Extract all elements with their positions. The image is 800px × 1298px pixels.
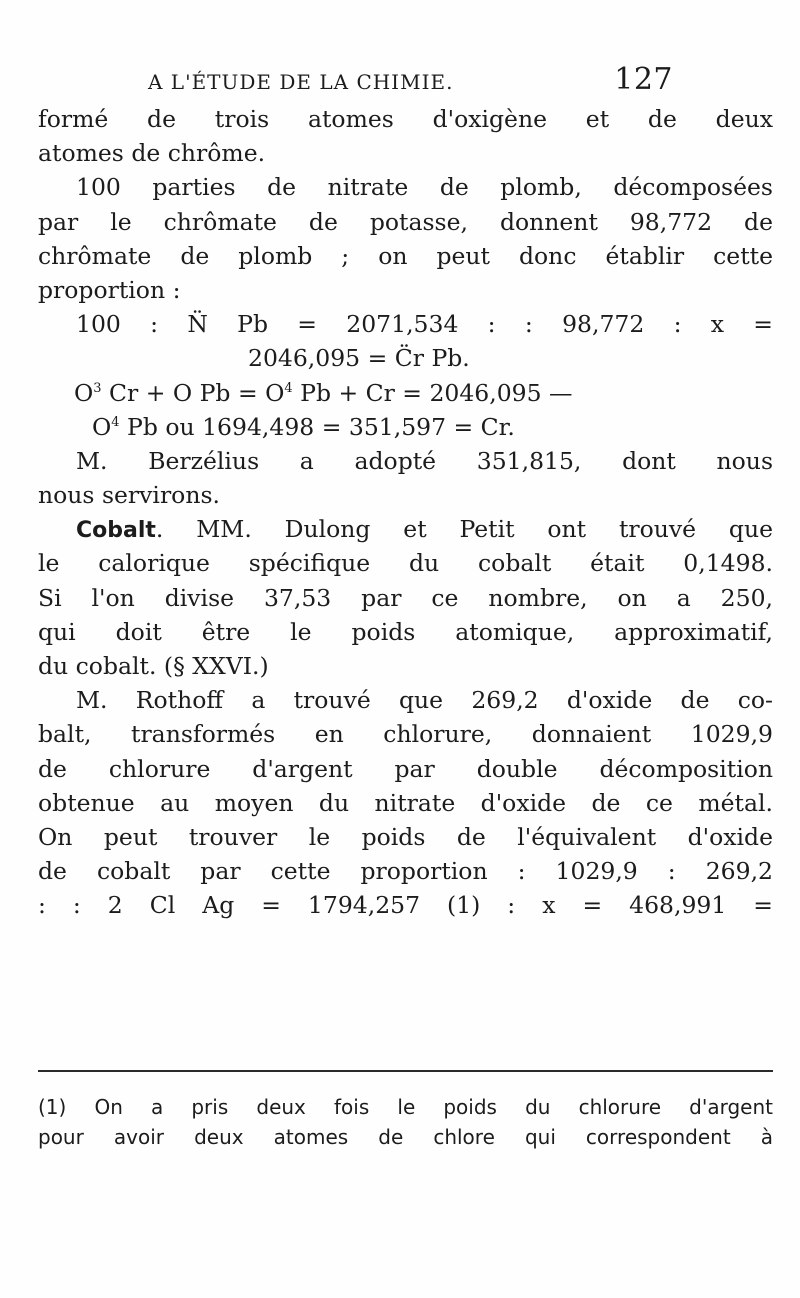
section-heading-cobalt: Cobalt [76, 518, 156, 544]
running-title: A L'ÉTUDE DE LA CHIMIE. [148, 70, 454, 94]
running-header [148, 62, 673, 102]
superscript: 4 [111, 414, 120, 430]
text-line: proportion : [38, 275, 181, 304]
body-text [38, 102, 773, 923]
superscript: 4 [284, 380, 293, 396]
text-line [38, 512, 773, 546]
formula-part: O [92, 412, 112, 441]
footnote-line: (1) On a pris deux fois le poids du chlorure d'argent [38, 1095, 773, 1119]
text-line: par le chrômate de potasse, donnent 98,772 de [38, 207, 773, 236]
text-line: obtenue au moyen du nitrate d'oxide de ce métal. [38, 788, 773, 817]
formula-part: Pb + Cr = 2046,095 — [292, 378, 573, 407]
text-line: : : 2 Cl Ag = 1794,257 (1) : x = 468,991 = [38, 891, 773, 920]
text-line: le calorique spécifique du cobalt était 0,1498. [38, 549, 773, 578]
text-line: 100 parties de nitrate de plomb, décomposées [76, 173, 773, 202]
formula-part: O [74, 378, 94, 407]
formula-line [38, 376, 773, 410]
footnote-line: pour avoir deux atomes de chlore qui correspondent à [38, 1125, 773, 1149]
formula-line: 100 : N̈ Pb = 2071,534 : : 98,772 : x = [76, 310, 773, 339]
text-line: nous servirons. [38, 481, 220, 510]
text-line: balt, transformés en chlorure, donnaient 1029,9 [38, 720, 773, 749]
text-segment: . MM. Dulong et Petit ont trouvé que [155, 515, 773, 544]
text-line: chrômate de plomb ; on peut donc établir cette [38, 241, 773, 270]
footnote [38, 1092, 773, 1152]
text-line: du cobalt. (§ XXVI.) [38, 652, 269, 680]
text-line: de cobalt par cette proportion : 1029,9 : 269,2 [38, 857, 773, 886]
formula-part: Pb ou 1694,498 = 351,597 = Cr. [119, 412, 515, 441]
footnote-divider [38, 1070, 773, 1072]
text-line: atomes de chrôme. [38, 139, 266, 168]
text-line: de chlorure d'argent par double décomposition [38, 754, 773, 783]
superscript: 3 [93, 380, 102, 396]
formula-line [38, 410, 773, 444]
text-line: M. Rothoff a trouvé que 269,2 d'oxide de co- [76, 686, 773, 715]
text-line: Si l'on divise 37,53 par ce nombre, on a 250, [38, 583, 773, 612]
formula-part: Cr + O Pb = O [101, 378, 285, 407]
text-line: M. Berzélius a adopté 351,815, dont nous [76, 446, 773, 475]
page-number: 127 [614, 62, 673, 97]
formula-line: 2046,095 = C̈r Pb. [248, 344, 470, 373]
text-line: formé de trois atomes d'oxigène et de deux [38, 105, 773, 133]
text-line: On peut trouver le poids de l'équivalent d'oxide [38, 822, 773, 851]
text-line: qui doit être le poids atomique, approximatif, [38, 617, 773, 646]
